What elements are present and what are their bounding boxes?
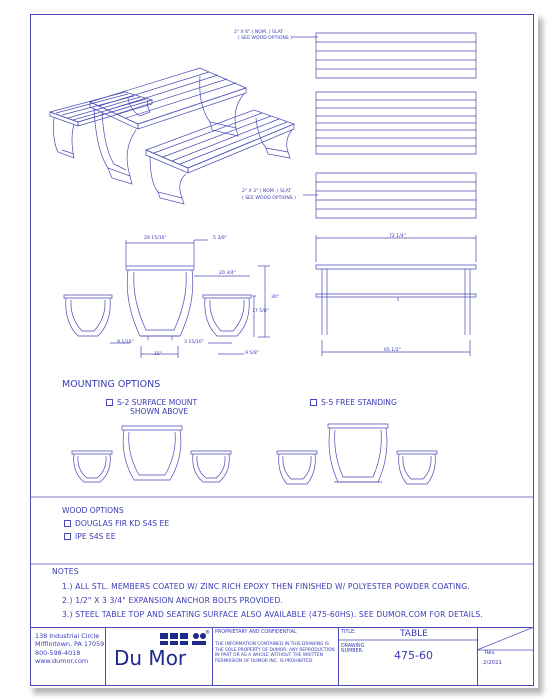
title-block-divider xyxy=(212,627,213,686)
dim-table-width: 29 15/16" xyxy=(144,236,167,241)
address-website[interactable]: www.dumor.com xyxy=(35,657,89,666)
address-street: 138 Industrial Circle xyxy=(35,632,100,640)
notes-heading: NOTES xyxy=(52,567,79,576)
logo-wordmark: Du Mor xyxy=(114,646,187,670)
slat-bottom-callout-line1: 2" X 3" ( NOM. ) SLAT xyxy=(242,189,292,194)
s2-checkbox[interactable] xyxy=(106,399,113,406)
side-elevation xyxy=(316,235,476,356)
douglas-fir-label: DOUGLAS FIR KD S4S EE xyxy=(75,519,170,528)
ipe-checkbox[interactable] xyxy=(64,533,71,540)
douglas-fir-checkbox[interactable] xyxy=(64,520,71,527)
title-field-value: TABLE xyxy=(400,629,428,639)
title-field-label: TITLE: xyxy=(341,630,356,635)
dim-table-height: 30" xyxy=(271,295,279,300)
wood-options-heading: WOOD OPTIONS xyxy=(62,506,124,515)
registered-mark: ® xyxy=(205,630,210,636)
isometric-view xyxy=(50,68,294,204)
note-2: 2.) 1/2" X 3 3/4" EXPANSION ANCHOR BOLTS PROVIDED. xyxy=(62,596,284,605)
legal-notice: THE INFORMATION CONTAINED IN THIS DRAWING IS THE SOLE PROPERTY OF DUMOR. ANY REPRODUCTION IN PART OR AS A WHOLE WITHOUT THE WRITTEN PERMISSION OF DUMOR INC. IS PROHIBITED. xyxy=(215,642,335,664)
dim-seat-gap: 5 3/8" xyxy=(213,236,227,241)
dim-foot-left: 15" xyxy=(154,352,162,357)
wood-option-ipe[interactable] xyxy=(64,533,116,541)
slat-top-callout-line2: ( SEE WOOD OPTIONS ) xyxy=(238,36,292,41)
note-1: 1.) ALL STL. MEMBERS COATED W/ ZINC RICH EPOXY THEN FINISHED W/ POLYESTER POWDER COATING. xyxy=(62,582,470,591)
title-block-divider xyxy=(105,627,106,686)
revision-value: 2/2021 xyxy=(483,660,502,666)
address-city: Mifflintown, PA 17059 xyxy=(35,640,105,649)
s5-label: S-5 FREE STANDING xyxy=(321,398,397,407)
s2-label: S-2 SURFACE MOUNT xyxy=(117,398,198,407)
dim-seat-height: 17 5/8" xyxy=(252,309,269,314)
slat-top-callout-line1: 2" X 6" ( NOM. ) SLAT xyxy=(234,30,284,35)
wood-option-douglas-fir[interactable] xyxy=(64,520,169,528)
dim-base-left: 9 1/16" xyxy=(117,340,134,345)
end-elevation xyxy=(64,240,270,358)
dim-leg-span: 65 1/2" xyxy=(384,348,401,353)
title-block-divider xyxy=(338,627,339,686)
mounting-options-heading: MOUNTING OPTIONS xyxy=(62,379,161,390)
note-3: 3.) STEEL TABLE TOP AND SEATING SURFACE ALSO AVAILABLE (475-60HS). SEE DUMOR.COM FOR DETAILS. xyxy=(62,610,483,619)
dim-base-right: 3 15/16" xyxy=(184,340,204,345)
company-address xyxy=(35,632,104,666)
mounting-option-s2[interactable] xyxy=(106,399,197,407)
proprietary-heading: PROPRIETARY AND CONFIDENTIAL xyxy=(215,630,297,635)
drawing-number-label: DRAWING NUMBER: xyxy=(341,644,365,655)
ipe-label: IPE S4S EE xyxy=(75,532,116,541)
revision-label: Rev. xyxy=(485,650,496,656)
s2-sub-label: SHOWN ABOVE xyxy=(130,407,189,416)
drawing-number-value: 475-60 xyxy=(394,649,433,662)
dim-seat-offset: 20 3/4" xyxy=(219,271,236,276)
slat-bottom-callout-line2: ( SEE WOOD OPTIONS ) xyxy=(242,196,296,201)
title-block-divider xyxy=(477,627,478,686)
mounting-option-s5[interactable] xyxy=(310,399,397,407)
dim-foot-right: 9 5/8" xyxy=(245,351,259,356)
s5-checkbox[interactable] xyxy=(310,399,317,406)
top-views xyxy=(292,33,476,218)
dim-overall-length: 72 1/4" xyxy=(389,234,406,239)
address-phone: 800-598-4018 xyxy=(35,648,81,657)
mounting-elevations xyxy=(72,424,437,484)
